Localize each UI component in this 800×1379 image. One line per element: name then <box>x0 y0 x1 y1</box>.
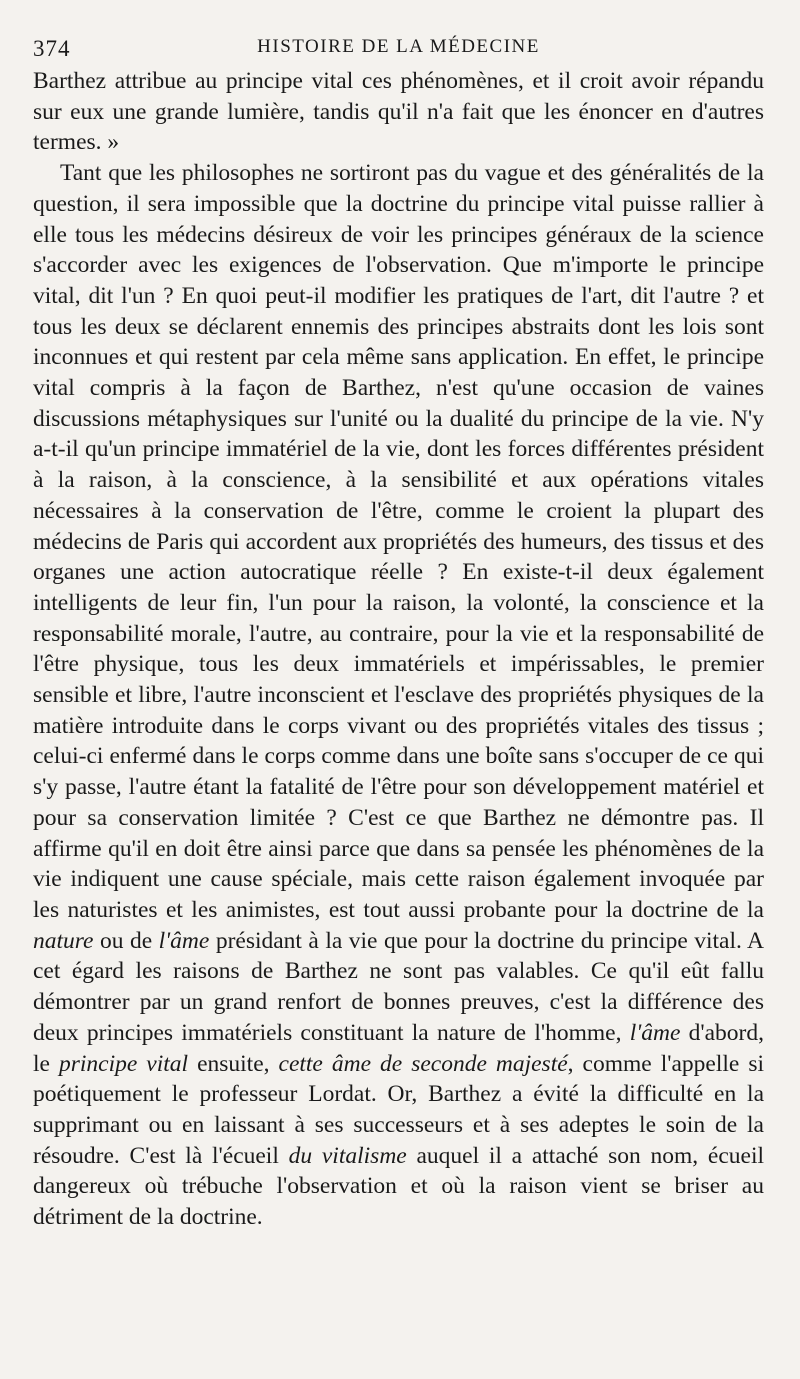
paragraph-main <box>33 158 764 1233</box>
emphasis-du-vitalisme: du vitalisme <box>288 1142 407 1169</box>
running-head <box>33 30 764 64</box>
page-number: 374 <box>33 36 71 61</box>
text-run: Tant que les philosophes ne sortiront pas du vague et des généralités de la question, il sera impossible que la doctrine du principe vital puisse rallier à elle tous les médecins désireux de voir les principes généraux de la science s'accorder avec les exigences de l'observation. Que m'importe le principe vital, dit l'un ? En quoi peut-il modifier les pratiques de l'art, dit l'autre ? et tous les deux se déclarent ennemis des principes abstraits dont les lois sont inconnues et qui restent par cela même sans application. En effet, le principe vital compris à la façon de Barthez, n'est qu'une occasion de vaines discussions métaphysiques sur l'unité ou la dualité du principe de la vie. N'y a-t-il qu'un principe immatériel de la vie, dont les forces différentes président à la raison, à la conscience, à la sensibilité et aux opérations vitales nécessaires à la conservation de l'être, comme le croient la plupart des médecins de Paris qui accordent aux propriétés des humeurs, des tissus et des organes une action autocratique réelle ? En existe-t-il deux également intelligents de leur fin, l'un pour la raison, la volonté, la conscience et la responsabilité morale, l'autre, au contraire, pour la vie et la responsabilité de l'être physique, tous les deux immatériels et impérissables, le premier sensible et libre, l'autre inconscient et l'esclave des propriétés physiques de la matière introduite dans le corps vivant ou des propriétés vitales des tissus ; celui-ci enfermé dans le corps comme dans une boîte sans s'occuper de ce qui s'y passe, l'autre étant la fatalité de l'être pour son développement matériel et pour sa conservation limitée ? C'est ce que Barthez ne démontre pas. Il affirme qu'il en doit être ainsi parce que dans sa pensée les phénomènes de la vie indiquent une cause spéciale, mais cette raison également invoquée par les naturistes et les animistes, est tout aussi probante pour la doctrine de la <box>33 160 764 923</box>
body-text <box>33 66 764 1233</box>
text-run: auquel il a attaché son nom, écueil dangereux où trébuche l'observation et où la raison vient se briser au détriment de la doctrine. <box>33 1142 765 1231</box>
running-title: HISTOIRE DE LA MÉDECINE <box>257 36 540 57</box>
paragraph-continuation: Barthez attribue au principe vital ces phénomènes, et il croit avoir répandu sur eux une grande lumière, tandis qu'il n'a fait que les énoncer en d'autres termes. » <box>33 68 764 156</box>
emphasis-principe-vital: principe vital <box>58 1050 189 1077</box>
text-run: ou de <box>99 927 153 954</box>
emphasis-ame: l'âme <box>158 927 210 954</box>
emphasis-cette-ame: cette âme de seconde majesté <box>278 1050 568 1077</box>
text-run: ensuite, <box>197 1050 270 1077</box>
emphasis-ame: l'âme <box>629 1019 681 1046</box>
emphasis-nature: nature <box>33 927 94 954</box>
text-run: , comme l'appelle si poétiquement le professeur Lordat. Or, Barthez a évité la difficulté en la supprimant ou en laissant à ses successeurs et à ses adeptes le soin de la résoudre. C'est là l'écueil <box>33 1050 764 1169</box>
text-run: présidant à la vie que pour la doctrine du principe vital. A cet égard les raisons de Barthez ne sont pas valables. Ce qu'il eût fallu démontrer par un grand renfort de bonnes preuves, c'est la différence des deux principes immatériels constituant la nature de l'homme, <box>33 927 765 1046</box>
text-run: d'abord, le <box>33 1019 765 1077</box>
